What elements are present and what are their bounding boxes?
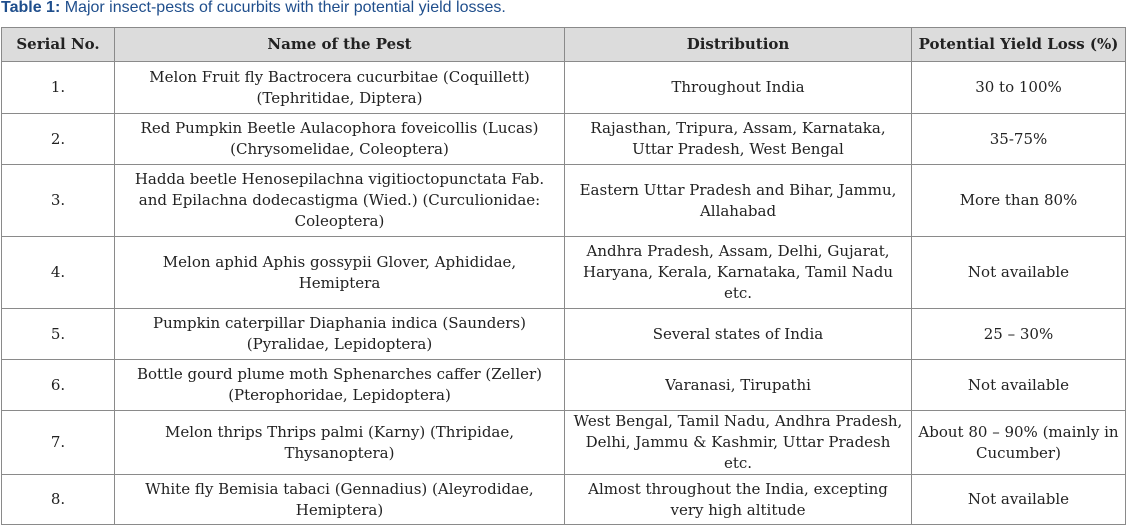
- cell-loss: 35-75%: [912, 114, 1126, 165]
- table-row: [2, 237, 1126, 309]
- table-row: [2, 62, 1126, 114]
- cell-pest: Pumpkin caterpillar Diaphania indica (Saunders) (Pyralidae, Lepidoptera): [115, 309, 565, 360]
- table-row: [2, 475, 1126, 525]
- cell-distribution: Andhra Pradesh, Assam, Delhi, Gujarat, Haryana, Kerala, Karnataka, Tamil Nadu etc.: [565, 237, 912, 309]
- cell-pest: Melon aphid Aphis gossypii Glover, Aphididae, Hemiptera: [115, 237, 565, 309]
- cell-pest: Bottle gourd plume moth Sphenarches caffer (Zeller) (Pterophoridae, Lepidoptera): [115, 360, 565, 411]
- cell-serial: 8.: [2, 475, 115, 525]
- cell-pest: White fly Bemisia tabaci (Gennadius) (Aleyrodidae, Hemiptera): [115, 475, 565, 525]
- cell-serial: 3.: [2, 165, 115, 237]
- header-pest-name: Name of the Pest: [115, 28, 565, 62]
- cell-distribution: Almost throughout the India, excepting very high altitude: [565, 475, 912, 525]
- cell-distribution: Varanasi, Tirupathi: [565, 360, 912, 411]
- header-distribution: Distribution: [565, 28, 912, 62]
- table-row: [2, 165, 1126, 237]
- table-row: [2, 114, 1126, 165]
- cell-loss: Not available: [912, 237, 1126, 309]
- cell-serial: 1.: [2, 62, 115, 114]
- cell-loss: Not available: [912, 360, 1126, 411]
- pests-table: [1, 27, 1126, 525]
- table-row: [2, 309, 1126, 360]
- cell-distribution: Eastern Uttar Pradesh and Bihar, Jammu, Allahabad: [565, 165, 912, 237]
- table-caption-lead: Table 1:: [1, 0, 61, 16]
- table-row: [2, 411, 1126, 475]
- cell-pest: Melon thrips Thrips palmi (Karny) (Thripidae, Thysanoptera): [115, 411, 565, 475]
- table-caption-text: Major insect-pests of cucurbits with their potential yield losses.: [60, 0, 506, 16]
- cell-pest: Hadda beetle Henosepilachna vigitioctopunctata Fab. and Epilachna dodecastigma (Wied.) (Curculionidae: Coleoptera): [115, 165, 565, 237]
- table-row: [2, 360, 1126, 411]
- cell-serial: 2.: [2, 114, 115, 165]
- table-caption: [1, 0, 506, 20]
- cell-pest: Melon Fruit fly Bactrocera cucurbitae (Coquillett) (Tephritidae, Diptera): [115, 62, 565, 114]
- cell-loss: 30 to 100%: [912, 62, 1126, 114]
- cell-loss: Not available: [912, 475, 1126, 525]
- cell-serial: 5.: [2, 309, 115, 360]
- cell-loss: About 80 – 90% (mainly in Cucumber): [912, 411, 1126, 475]
- cell-loss: More than 80%: [912, 165, 1126, 237]
- cell-pest: Red Pumpkin Beetle Aulacophora foveicollis (Lucas) (Chrysomelidae, Coleoptera): [115, 114, 565, 165]
- cell-distribution: Throughout India: [565, 62, 912, 114]
- cell-serial: 7.: [2, 411, 115, 475]
- header-yield-loss: Potential Yield Loss (%): [912, 28, 1126, 62]
- cell-distribution: West Bengal, Tamil Nadu, Andhra Pradesh, Delhi, Jammu & Kashmir, Uttar Pradesh etc.: [565, 411, 912, 475]
- cell-distribution: Several states of India: [565, 309, 912, 360]
- header-serial-no: Serial No.: [2, 28, 115, 62]
- cell-serial: 4.: [2, 237, 115, 309]
- cell-loss: 25 – 30%: [912, 309, 1126, 360]
- cell-distribution: Rajasthan, Tripura, Assam, Karnataka, Uttar Pradesh, West Bengal: [565, 114, 912, 165]
- table-header-row: [2, 28, 1126, 62]
- cell-serial: 6.: [2, 360, 115, 411]
